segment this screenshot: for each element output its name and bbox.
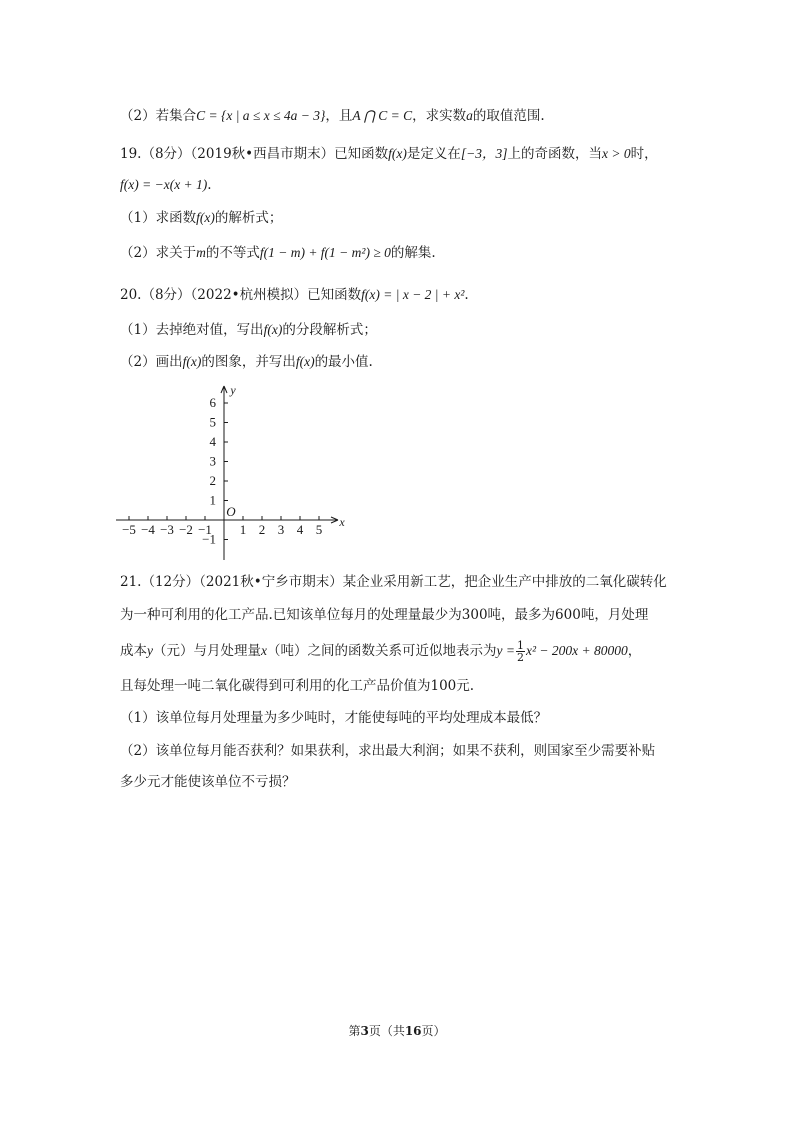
q21-frac-den: 2: [516, 651, 524, 664]
q20-p2-mid: 的图象，并写出: [201, 354, 296, 370]
q21-eq-lhs: y =: [496, 643, 515, 658]
q19-mid: 是定义在: [406, 146, 461, 162]
q20-p2-fx2: f(x): [295, 354, 315, 369]
q18-set-c: C = {x | a ≤ x ≤ 4a − 3}: [196, 108, 326, 123]
q21-line2: 为一种可利用的化工产品.已知该单位每月的处理量最少为300吨，最多为600吨，月处理: [120, 607, 649, 623]
q21-line4: 且每处理一吨二氧化碳得到可利用的化工产品价值为100元.: [120, 678, 475, 694]
x-tick-label: 3: [277, 522, 285, 537]
q21-var-y: y: [147, 643, 153, 658]
q18-part2-mid2: ，求实数: [412, 108, 467, 124]
q19-header: [120, 144, 658, 164]
q21-line3-c: （吨）之间的函数关系可近似地表示为: [267, 643, 497, 659]
q21-line3-end: ，: [627, 643, 642, 659]
page-footer: [0, 1022, 794, 1039]
q19-cond: x > 0: [602, 146, 631, 161]
x-tick-label: −3: [160, 522, 174, 537]
q19-p2-prefix: （2）求关于: [120, 245, 197, 261]
q19-formula-end: .: [207, 177, 212, 193]
x-axis-label: x: [339, 515, 345, 529]
q20-p2-fx: f(x): [182, 354, 202, 369]
footer-page-number: 3: [360, 1024, 369, 1038]
origin-label: O: [226, 504, 236, 519]
q20-part1: [120, 320, 377, 340]
q21-eq-rhs: x² − 200x + 80000: [525, 643, 628, 658]
q21-part1: （1）该单位每月处理量为多少吨时，才能使每吨的平均处理成本最低？: [120, 710, 548, 726]
q20-p1-suffix: 的分段解析式；: [282, 322, 377, 338]
q19-mid2: 上的奇函数，当: [507, 146, 602, 162]
q19-p1-suffix: 的解析式；: [214, 210, 283, 226]
q20-header: [120, 285, 469, 305]
x-tick-label: 4: [296, 522, 304, 537]
q19-fx: f(x): [388, 146, 407, 161]
y-axis-label: y: [230, 383, 236, 397]
q20-p2-prefix: （2）画出: [120, 354, 183, 370]
q18-var-a: a: [466, 108, 473, 123]
q19-p2-mid: 的不等式: [205, 245, 260, 261]
q21-fraction: [516, 640, 525, 663]
q21-line1: 21.（12分）（2021秋•宁乡市期末）某企业采用新工艺，把企业生产中排放的二氧化碳转化: [120, 574, 667, 590]
q19-p1-fx: f(x): [196, 210, 215, 225]
x-tick-label: 2: [258, 522, 266, 537]
q19-formula: f(x) = −x(x + 1): [120, 177, 208, 192]
q21-frac-num: 1: [516, 639, 524, 652]
y-tick-label: 3: [209, 453, 216, 469]
q18-part2-prefix: （2）若集合: [120, 108, 197, 124]
footer-prefix: 第: [348, 1024, 361, 1038]
y-tick-label: 2: [209, 473, 216, 488]
q19-end: 时，: [630, 146, 658, 162]
q20-header-text: 20.（8分）（2022•杭州模拟）已知函数: [120, 287, 362, 303]
y-tick-label: 6: [209, 395, 216, 410]
x-tick-label: 5: [315, 522, 323, 537]
x-tick-label: −1: [198, 522, 212, 537]
y-tick-label: 4: [209, 434, 216, 449]
q20-p1-prefix: （1）去掉绝对值，写出: [120, 322, 264, 338]
q18-part2-mid: ，且: [325, 108, 353, 124]
q19-formula-line: [120, 175, 212, 195]
y-tick-label: 1: [209, 492, 216, 508]
q19-p1-prefix: （1）求函数: [120, 210, 197, 226]
y-tick-label: 5: [209, 414, 216, 430]
q21-var-x: x: [261, 643, 267, 658]
x-tick-label: −2: [179, 522, 193, 537]
q21-line3-b: （元）与月处理量: [153, 643, 261, 659]
q20-formula-end: .: [464, 287, 469, 303]
q20-p2-suffix: 的最小值.: [314, 354, 373, 370]
q19-interval: [−3，3]: [460, 146, 508, 161]
footer-suffix: 页）: [421, 1024, 446, 1038]
q19-part1: [120, 208, 282, 228]
q20-part2: [120, 352, 373, 372]
q18-part2: [120, 106, 545, 126]
q19-header-text: 19.（8分）（2019秋•西昌市期末）已知函数: [120, 146, 389, 162]
x-tick-label: −4: [141, 522, 155, 537]
x-tick-label: −5: [122, 522, 136, 537]
q20-formula: f(x) = | x − 2 | + x²: [361, 287, 465, 302]
coordinate-graph: [110, 380, 350, 560]
q19-p2-ineq: f(1 − m) + f(1 − m²) ≥ 0: [259, 245, 391, 260]
q21-part2-line2: 多少元才能使该单位不亏损？: [120, 774, 296, 790]
q18-intersection: A ⋂ C = C: [352, 108, 413, 123]
q21-part2-line1: （2）该单位每月能否获利？如果获利，求出最大利润；如果不获利，则国家至少需要补贴: [120, 743, 656, 759]
footer-total-pages: 16: [404, 1024, 422, 1038]
q19-part2: [120, 243, 436, 263]
q20-p1-fx: f(x): [263, 322, 283, 337]
q18-part2-suffix: 的取值范围.: [472, 108, 545, 124]
q21-line3: [120, 640, 641, 663]
q19-p2-suffix: 的解集.: [390, 245, 436, 261]
y-tick-label: −1: [202, 531, 216, 547]
footer-mid: 页（共: [368, 1024, 405, 1038]
q21-line3-a: 成本: [120, 643, 147, 659]
q19-p2-var: m: [196, 245, 206, 260]
x-tick-label: 1: [239, 522, 247, 537]
